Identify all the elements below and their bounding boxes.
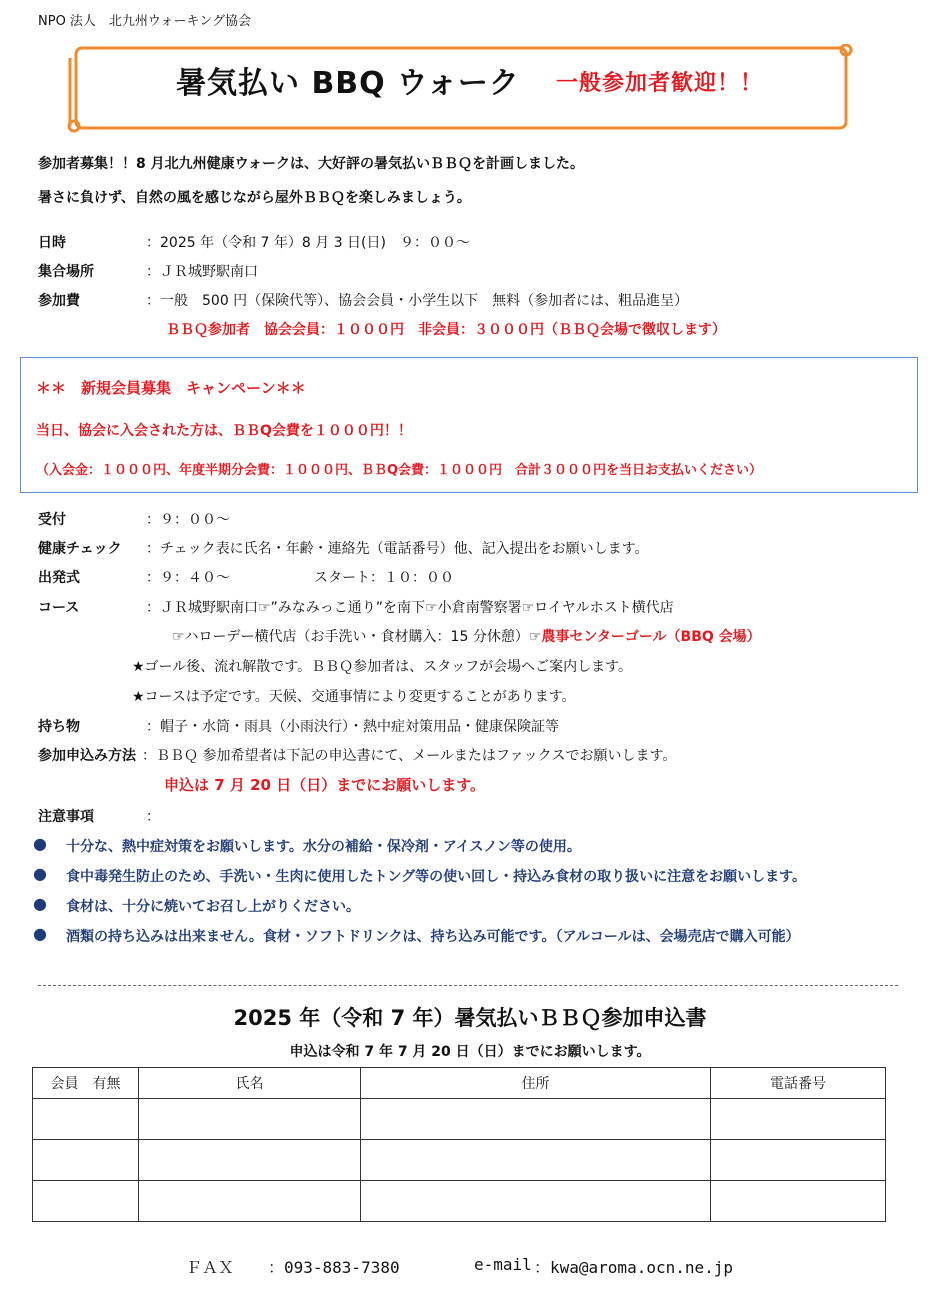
course-stops: ☞ハローデー横代店（お手洗い・食材購入：15 分休憩）☞ bbox=[172, 629, 542, 645]
column-header-member: 会員 有無 bbox=[33, 1068, 139, 1099]
reception-label: 受付 bbox=[38, 512, 66, 528]
note-item-3: 食材は、十分に焼いてお召し上がりください。 bbox=[66, 899, 360, 915]
campaign-heading: ＊＊ 新規会員募集 キャンペーン＊＊ bbox=[36, 379, 306, 397]
table-row bbox=[33, 1140, 886, 1181]
event-subtitle: 一般参加者歓迎！！ bbox=[556, 71, 764, 96]
address-cell[interactable] bbox=[361, 1181, 711, 1222]
bullet-icon: ● bbox=[33, 834, 47, 853]
address-cell[interactable] bbox=[361, 1099, 711, 1140]
cut-line bbox=[38, 985, 898, 986]
address-cell[interactable] bbox=[361, 1140, 711, 1181]
place-label: 集合場所 bbox=[38, 264, 94, 280]
health-check-label: 健康チェック bbox=[38, 541, 122, 557]
fee-label: 参加費 bbox=[38, 293, 80, 309]
course-note-2: ★コースは予定です。天候、交通事情により変更することがあります。 bbox=[132, 689, 576, 705]
course-line-2 bbox=[172, 626, 761, 646]
intro-line-2: 暑さに負けず、自然の風を感じながら屋外ＢＢＱを楽しみましょう。 bbox=[38, 190, 471, 206]
health-check-value: ：チェック表に氏名・年齢・連絡先（電話番号）他、記入提出をお願いします。 bbox=[146, 541, 649, 557]
email-value: ：kwa@aroma.ocn.ne.jp bbox=[534, 1258, 734, 1277]
organization-name: NPO 法人 北九州ウォーキング協会 bbox=[38, 14, 252, 29]
column-header-name: 氏名 bbox=[139, 1068, 361, 1099]
bullet-icon: ● bbox=[33, 864, 47, 883]
course-goal: 農事センターゴール（BBQ 会場） bbox=[541, 629, 761, 645]
fee-bbq: ＢＢＱ参加者 協会会員：１０００円 非会員：３０００円（ＢＢＱ会場で徴収します） bbox=[166, 322, 726, 338]
date-value: ：2025 年（令和 7 年）8 月 3 日(日) ９：００～ bbox=[146, 235, 470, 251]
note-item-4: 酒類の持ち込みは出来ません。食材・ソフトドリンクは、持ち込み可能です。（アルコールは、会場売店で購入可能） bbox=[66, 929, 800, 945]
campaign-line-1: 当日、協会に入会された方は、ＢＢQ会費を１０００円！！ bbox=[36, 423, 412, 439]
event-title: 暑気払い BBQ ウォーク bbox=[176, 66, 520, 101]
bullet-icon: ● bbox=[33, 924, 47, 943]
fee-value: ：一般 500 円（保険代等）、協会会員・小学生以下 無料（参加者には、粗品進呈） bbox=[146, 293, 689, 309]
apply-value: ：ＢＢＱ 参加希望者は下記の申込書にて、メールまたはファックスでお願いします。 bbox=[142, 748, 677, 764]
member-cell[interactable] bbox=[33, 1181, 139, 1222]
table-row bbox=[33, 1099, 886, 1140]
fax-value: ：093-883-7380 bbox=[268, 1258, 400, 1277]
course-label: コース bbox=[38, 600, 80, 616]
reception-value: ：９：００～ bbox=[146, 512, 230, 528]
form-title: 2025 年（令和 7 年）暑気払いＢＢＱ参加申込書 bbox=[233, 1006, 707, 1030]
course-line-1: ：ＪＲ城野駅南口☞”みなみっこ通り”を南下☞小倉南警察署☞ロイヤルホスト横代店 bbox=[146, 600, 674, 616]
fax-label: ＦＡＸ bbox=[186, 1258, 235, 1277]
name-cell[interactable] bbox=[139, 1181, 361, 1222]
start-time: スタート：１０：００ bbox=[314, 570, 454, 586]
form-deadline: 申込は令和 7 年 7 月 20 日（日）までにお願いします。 bbox=[289, 1044, 651, 1060]
phone-cell[interactable] bbox=[711, 1140, 886, 1181]
departure-label: 出発式 bbox=[38, 570, 80, 586]
course-note-1: ★ゴール後、流れ解散です。ＢＢＱ参加者は、スタッフが会場へご案内します。 bbox=[132, 659, 633, 675]
apply-label: 参加申込み方法 bbox=[38, 748, 136, 764]
apply-deadline: 申込は 7 月 20 日（日）までにお願いします。 bbox=[164, 776, 486, 794]
name-cell[interactable] bbox=[139, 1140, 361, 1181]
column-header-address: 住所 bbox=[361, 1068, 711, 1099]
email-label: e-mail bbox=[474, 1255, 532, 1274]
name-cell[interactable] bbox=[139, 1099, 361, 1140]
table-header-row bbox=[33, 1068, 886, 1099]
member-cell[interactable] bbox=[33, 1099, 139, 1140]
departure-value: ：９：４０～ bbox=[146, 570, 230, 586]
column-header-phone: 電話番号 bbox=[711, 1068, 886, 1099]
bullet-icon: ● bbox=[33, 894, 47, 913]
notes-label: 注意事項 bbox=[38, 809, 94, 825]
registration-table bbox=[32, 1067, 886, 1222]
note-item-1: 十分な、熱中症対策をお願いします。水分の補給・保冷剤・アイスノン等の使用。 bbox=[66, 839, 581, 855]
notes-colon: ： bbox=[146, 809, 160, 825]
phone-cell[interactable] bbox=[711, 1099, 886, 1140]
campaign-line-2: （入会金：１０００円、年度半期分会費：１０００円、ＢＢQ会費：１０００円 合計３０００円を当日お支払いください） bbox=[36, 463, 763, 478]
items-label: 持ち物 bbox=[38, 719, 80, 735]
phone-cell[interactable] bbox=[711, 1181, 886, 1222]
items-value: ：帽子・水筒・雨具（小雨決行）・熱中症対策用品・健康保険証等 bbox=[146, 719, 559, 735]
intro-line-1: 参加者募集！！8 月北九州健康ウォークは、大好評の暑気払いＢＢＱを計画しました。 bbox=[38, 156, 585, 172]
table-row bbox=[33, 1181, 886, 1222]
note-item-2: 食中毒発生防止のため、手洗い・生肉に使用したトング等の使い回し・持込み食材の取り扱いに注意をお願いします。 bbox=[66, 869, 807, 885]
member-cell[interactable] bbox=[33, 1140, 139, 1181]
place-value: ：ＪＲ城野駅南口 bbox=[146, 264, 258, 280]
date-label: 日時 bbox=[38, 235, 66, 251]
